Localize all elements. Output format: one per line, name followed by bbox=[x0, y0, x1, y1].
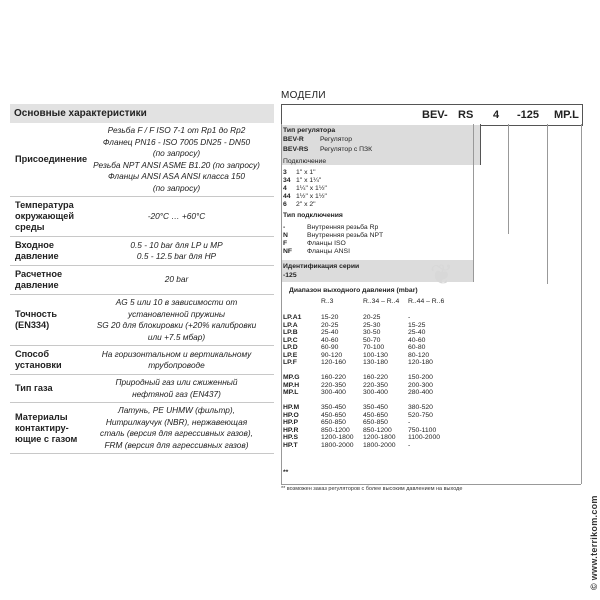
spec-label-line: Температура bbox=[15, 200, 74, 210]
spec-table bbox=[10, 104, 274, 454]
range-model: HP.S bbox=[283, 434, 298, 441]
range-value: 200-300 bbox=[408, 381, 433, 389]
connection-desc: 1" x 1¼" bbox=[296, 177, 322, 184]
spec-label bbox=[10, 346, 79, 374]
range-value: 80-120 bbox=[408, 351, 430, 359]
spec-label-line: Точность bbox=[15, 309, 58, 319]
range-value: 40-60 bbox=[321, 336, 339, 344]
spec-value-line: AG 5 или 10 в зависимости от bbox=[115, 297, 238, 307]
range-value: 70-100 bbox=[363, 344, 385, 351]
series-title: Идентификация серии bbox=[283, 263, 360, 270]
footnote: ** возможен заказ регуляторов с более высоким давлением на выходе bbox=[281, 486, 463, 492]
range-value: 100-130 bbox=[363, 351, 388, 359]
spec-label-line: Присоединение bbox=[15, 154, 88, 164]
range-value: 220-350 bbox=[321, 381, 346, 389]
range-model: HP.P bbox=[283, 419, 298, 426]
range-value: 15-25 bbox=[408, 321, 426, 329]
spec-row bbox=[10, 375, 274, 403]
connection-desc: 1½" x 1½" bbox=[296, 193, 327, 200]
series-value: -125 bbox=[283, 272, 297, 279]
spec-value-line: трубопроводе bbox=[148, 360, 205, 370]
connection-type-desc: Внутренняя резьба Rp bbox=[307, 224, 379, 231]
double-star-note: ** bbox=[283, 469, 289, 476]
spec-label bbox=[10, 409, 79, 448]
models-title: МОДЕЛИ bbox=[281, 90, 326, 101]
range-value: 450-650 bbox=[363, 411, 388, 419]
connection-type-code: F bbox=[283, 240, 288, 247]
spec-row bbox=[10, 197, 274, 237]
range-value: 650-850 bbox=[321, 419, 346, 426]
spec-value bbox=[79, 295, 274, 345]
range-model: LP.A bbox=[283, 321, 298, 329]
spec-label-line: ющие с газом bbox=[15, 433, 78, 444]
range-value: 150-200 bbox=[408, 374, 433, 381]
range-value: 350-450 bbox=[321, 404, 346, 411]
spec-value-line: FRM (версия для агрессивных газов) bbox=[104, 439, 249, 450]
code-part-connection: 4 bbox=[493, 109, 500, 121]
connection-code: 44 bbox=[283, 193, 291, 200]
range-value: 20-25 bbox=[321, 321, 339, 329]
regulator-type-title: Тип регулятора bbox=[283, 127, 336, 134]
range-value: 50-70 bbox=[363, 336, 381, 344]
range-model: LP.B bbox=[283, 329, 298, 336]
range-value: 520-750 bbox=[408, 411, 433, 419]
range-value: 1200-1800 bbox=[363, 434, 396, 441]
spec-value-line: Нитрилкаучук (NBR), нержавеющая bbox=[105, 416, 248, 427]
range-value: 30-50 bbox=[363, 329, 381, 336]
range-value: - bbox=[408, 441, 411, 449]
spec-label bbox=[10, 306, 79, 334]
range-value: 160-220 bbox=[321, 374, 346, 381]
connection-type-title: Тип подключения bbox=[283, 212, 343, 219]
code-part-series: -125 bbox=[517, 109, 540, 121]
range-model: LP.D bbox=[283, 344, 298, 351]
range-model: MP.L bbox=[283, 389, 299, 396]
connection-type-desc: Фланцы ISO bbox=[307, 240, 346, 247]
connection-title: Подключение bbox=[283, 158, 327, 165]
connection-code: 3 bbox=[283, 169, 287, 176]
spec-value-line: Резьба F / F ISO 7-1 от Rp1 до Rp2 bbox=[107, 125, 246, 135]
regulator-type-code: BEV-R bbox=[283, 136, 304, 143]
range-value: 160-220 bbox=[363, 374, 388, 381]
range-title: Диапазон выходного давления (mbar) bbox=[289, 287, 418, 294]
spec-label bbox=[10, 237, 79, 265]
spec-value-line: Фланец PN16 - ISO 7005 DN25 - DN50 bbox=[102, 136, 251, 147]
connection-desc: 1" x 1" bbox=[296, 169, 316, 176]
spec-value bbox=[79, 403, 274, 453]
spec-row bbox=[10, 266, 274, 295]
spec-value-line: сталь (версия для агрессивных газов), bbox=[100, 428, 253, 438]
range-model: LP.C bbox=[283, 336, 298, 344]
spec-label-line: установки bbox=[15, 360, 62, 370]
spec-row bbox=[10, 123, 274, 197]
spec-label-line: Расчетное bbox=[15, 269, 63, 279]
spec-value-line: нефтяной газ (EN437) bbox=[132, 388, 221, 399]
regulator-type-desc: Регулятор с ПЗК bbox=[320, 146, 373, 153]
range-col-header: R..44 – R..6 bbox=[408, 298, 445, 305]
range-value: - bbox=[408, 314, 411, 321]
range-value: 300-400 bbox=[321, 389, 346, 396]
spec-label-line: Входное bbox=[15, 240, 54, 250]
connection-desc: 1¼" x 1½" bbox=[296, 185, 327, 192]
range-value: 90-120 bbox=[321, 351, 343, 359]
spec-label-line: Материалы bbox=[15, 411, 68, 422]
connection-type-code: - bbox=[283, 224, 286, 231]
range-model: HP.R bbox=[283, 426, 299, 434]
spec-label bbox=[10, 197, 79, 236]
range-value: 350-450 bbox=[363, 404, 388, 411]
divider-line bbox=[547, 124, 548, 284]
spec-value-line: 0.5 - 10 bar для LP и MP bbox=[130, 239, 223, 250]
spec-value-line: Фланцы ANSI ASA ANSI класса 150 bbox=[107, 171, 246, 181]
connection-code: 34 bbox=[283, 177, 291, 184]
regulator-type-desc: Регулятор bbox=[320, 136, 352, 143]
range-value: 20-25 bbox=[363, 314, 381, 321]
spec-value bbox=[79, 347, 274, 374]
connection-code: 4 bbox=[283, 185, 287, 192]
range-value: 15-20 bbox=[321, 314, 339, 321]
range-value: - bbox=[408, 419, 411, 426]
range-model: MP.G bbox=[283, 374, 300, 381]
logo-watermark: ❦ bbox=[430, 259, 454, 290]
range-value: 280-400 bbox=[408, 389, 433, 396]
spec-row bbox=[10, 346, 274, 375]
spec-value-line: (по запросу) bbox=[152, 148, 201, 158]
spec-row bbox=[10, 403, 274, 454]
connection-type-code: N bbox=[283, 232, 288, 239]
spec-value-line: 0.5 - 12.5 bar для HP bbox=[136, 251, 217, 261]
range-value: 380-520 bbox=[408, 404, 433, 411]
regulator-type-code: BEV-RS bbox=[283, 146, 309, 153]
model-code-bar bbox=[281, 104, 583, 126]
range-value: 850-1200 bbox=[363, 426, 392, 434]
spec-value-line: Природный газ или сжиженный bbox=[115, 377, 238, 387]
spec-label-line: контактиру- bbox=[15, 422, 69, 433]
range-value: 1100-2000 bbox=[408, 434, 440, 441]
range-value: 1800-2000 bbox=[321, 441, 354, 449]
spec-rows bbox=[10, 123, 274, 454]
spec-value-line: Латунь, PE UHMW (фильтр), bbox=[118, 405, 235, 415]
spec-row bbox=[10, 295, 274, 346]
range-value: 25-30 bbox=[363, 321, 381, 329]
spec-value bbox=[79, 123, 274, 196]
code-part-range: MP.L bbox=[554, 109, 579, 121]
connection-code: 6 bbox=[283, 201, 287, 208]
spec-value-line: SG 20 для блокировки (+20% калибровки bbox=[96, 320, 257, 330]
range-col-header: R..34 – R..4 bbox=[363, 298, 400, 305]
range-value: 1800-2000 bbox=[363, 441, 396, 449]
spec-row bbox=[10, 237, 274, 266]
models-bottom-line bbox=[281, 484, 581, 485]
spec-label bbox=[10, 380, 79, 397]
spec-value bbox=[79, 375, 274, 402]
spec-value bbox=[79, 209, 274, 225]
spec-value-line: установленной пружины bbox=[127, 308, 226, 319]
range-model: LP.E bbox=[283, 351, 298, 359]
range-value: 750-1100 bbox=[408, 426, 437, 434]
range-value: 120-160 bbox=[321, 359, 346, 366]
range-value: 120-180 bbox=[408, 359, 433, 366]
divider-line bbox=[473, 124, 474, 282]
range-model: LP.F bbox=[283, 359, 297, 366]
range-value: 650-850 bbox=[363, 419, 388, 426]
range-value: 220-350 bbox=[363, 381, 388, 389]
connection-type-desc: Фланцы ANSI bbox=[307, 248, 350, 255]
spec-label-line: Способ bbox=[15, 349, 50, 359]
range-value: 25-40 bbox=[408, 329, 426, 336]
spec-label-line: Тип газа bbox=[15, 383, 53, 393]
spec-label-line: окружающей bbox=[15, 211, 75, 221]
spec-label-line: давление bbox=[15, 280, 59, 290]
site-credit: © www.terrikom.com bbox=[589, 495, 599, 590]
spec-value-line: Резьба NPT ANSI ASME B1.20 (по запросу) bbox=[93, 159, 260, 170]
spec-label bbox=[10, 151, 88, 168]
code-part-safety: RS bbox=[458, 109, 474, 121]
spec-label-line: давление bbox=[15, 251, 59, 261]
spec-value-line: -20°C … +60°C bbox=[147, 210, 206, 221]
divider-line bbox=[480, 124, 481, 165]
range-value: 25-40 bbox=[321, 329, 339, 336]
code-part-type: BEV- bbox=[422, 109, 448, 121]
spec-value-line: 20 bar bbox=[164, 274, 189, 285]
divider-line bbox=[281, 124, 282, 484]
divider-line bbox=[581, 124, 582, 484]
range-value: 1200-1800 bbox=[321, 434, 354, 441]
spec-value-line: (по запросу) bbox=[152, 182, 201, 193]
spec-header: Основные характеристики bbox=[10, 104, 274, 123]
spec-value-line: или +7.5 мбар) bbox=[147, 331, 206, 342]
range-col-header: R..3 bbox=[321, 298, 334, 305]
range-model: HP.O bbox=[283, 411, 299, 419]
range-value: 450-650 bbox=[321, 411, 346, 419]
spec-label-line: среды bbox=[15, 222, 45, 232]
connection-desc: 2" x 2" bbox=[296, 201, 316, 208]
range-model: LP.A1 bbox=[283, 314, 302, 321]
spec-value-line: На горизонтальном и вертикальному bbox=[101, 348, 252, 359]
connection-type-desc: Внутренняя резьба NPT bbox=[307, 232, 384, 239]
connection-type-code: NF bbox=[283, 248, 293, 255]
range-value: 850-1200 bbox=[321, 426, 350, 434]
range-model: MP.H bbox=[283, 381, 300, 389]
range-value: 300-400 bbox=[363, 389, 388, 396]
spec-label bbox=[10, 266, 79, 294]
range-model: HP.T bbox=[283, 441, 298, 449]
spec-value bbox=[79, 272, 274, 288]
spec-label-line: (EN334) bbox=[15, 320, 50, 330]
range-model: HP.M bbox=[283, 404, 300, 411]
spec-value bbox=[79, 238, 274, 265]
range-value: 40-60 bbox=[408, 336, 426, 344]
divider-line bbox=[508, 124, 509, 234]
range-value: 130-180 bbox=[363, 359, 388, 366]
range-value: 60-80 bbox=[408, 344, 426, 351]
range-value: 60-90 bbox=[321, 344, 339, 351]
